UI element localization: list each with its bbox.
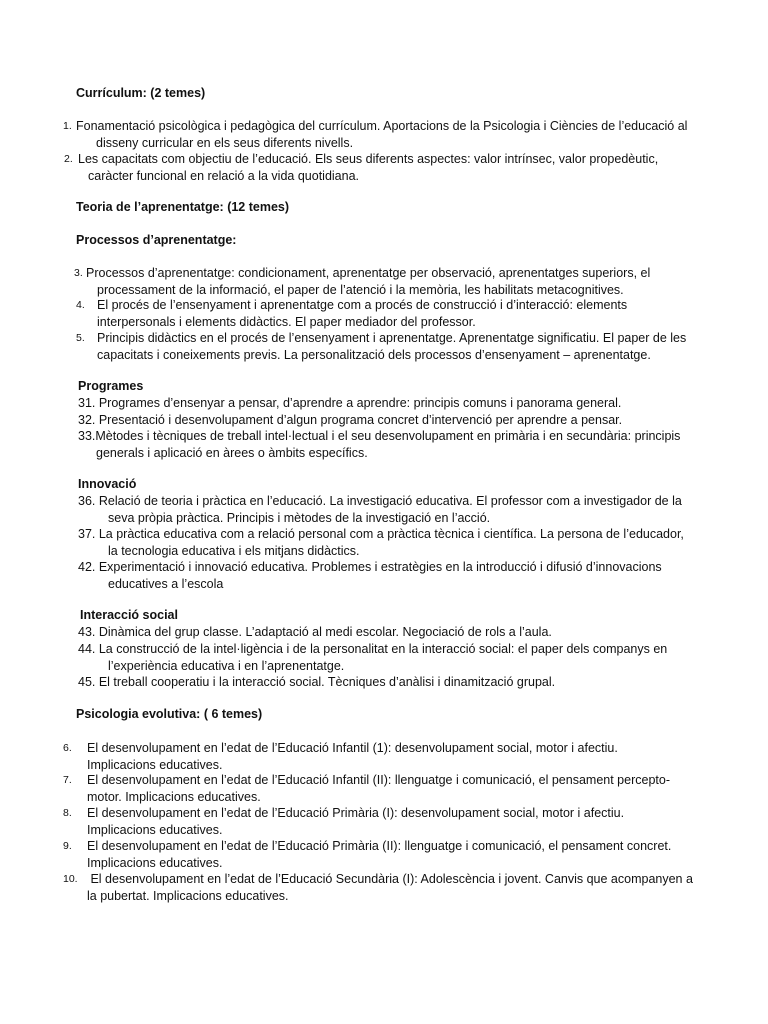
- section-heading-interaccio: Interacció social: [80, 608, 178, 622]
- item-text: 32. Presentació i desenvolupament d’algun programa concret d’intervenció per aprendre a pensar.: [78, 413, 623, 427]
- list-item: [76, 118, 687, 151]
- item-continuation: Implicacions educatives.: [87, 855, 223, 870]
- item-number: 6.: [63, 742, 72, 754]
- list-item: [78, 641, 667, 674]
- item-text: 37. La pràctica educativa com a relació personal com a pràctica tècnica i científica. La persona de l’educador,: [78, 527, 684, 541]
- list-item: [97, 330, 686, 363]
- item-text: El desenvolupament en l’edat de l’Educació Secundària (I): Adolescència i jovent. Canvis que acompanyen a: [87, 872, 693, 886]
- item-number: 5.: [76, 332, 85, 344]
- item-text: Principis didàctics en el procés de l’ensenyament i aprenentatge. Aprenentatge significatiu. El paper de les: [97, 331, 687, 345]
- list-item: [78, 559, 662, 592]
- section-heading-teoria: Teoria de l’aprenentatge: (12 temes): [76, 200, 290, 214]
- list-item: [78, 624, 552, 641]
- section-heading-innovacio: Innovació: [78, 477, 137, 491]
- item-continuation: generals i aplicació en àrees o àmbits específics.: [96, 445, 368, 460]
- item-text: 44. La construcció de la intel·ligència i de la personalitat en la interacció social: el paper dels companys en: [78, 642, 668, 656]
- item-number: 9.: [63, 840, 72, 852]
- item-text: Les capacitats com objectiu de l’educació. Els seus diferents aspectes: valor intrínsec, valor propedèutic,: [78, 152, 659, 166]
- item-text: El desenvolupament en l’edat de l’Educació Primària (I): desenvolupament social, motor i afectiu.: [87, 806, 625, 820]
- item-continuation: capacitats i coneixements previs. La personalització dels processos d’ensenyament – aprenentatge.: [97, 347, 651, 362]
- item-continuation: interpersonals i elements didàctics. El paper mediador del professor.: [97, 314, 476, 329]
- section-heading-programes: Programes: [78, 379, 144, 393]
- item-text: El desenvolupament en l’edat de l’Educació Infantil (II): llenguatge i comunicació, el pensament percepto-: [87, 773, 670, 787]
- item-text: El desenvolupament en l’edat de l’Educació Infantil (1): desenvolupament social, motor i afectiu.: [87, 741, 618, 755]
- item-continuation: processament de la informació, el paper de l’atenció i la memòria, les habilitats metacognitives.: [97, 282, 624, 297]
- item-number: 1.: [63, 120, 72, 132]
- list-item: [87, 805, 624, 838]
- list-item: [78, 412, 622, 429]
- item-text: 36. Relació de teoria i pràctica en l’educació. La investigació educativa. El professor com a investigador de la: [78, 494, 682, 508]
- item-text: 31. Programes d’ensenyar a pensar, d’aprendre a aprendre: principis comuns i panorama general.: [78, 396, 622, 410]
- list-item: [86, 265, 650, 298]
- item-number: 3.: [74, 267, 83, 279]
- list-item: [78, 395, 621, 412]
- item-text: 43. Dinàmica del grup classe. L’adaptació al medi escolar. Negociació de rols a l’aula.: [78, 625, 552, 639]
- item-text: El procés de l’ensenyament i aprenentatge com a procés de construcció i d’interacció: elements: [97, 298, 628, 312]
- item-text: Processos d’aprenentatge: condicionament, aprenentatge per observació, aprenentatges superiors, el: [86, 266, 651, 280]
- list-item: [87, 838, 671, 871]
- item-text: Fonamentació psicològica i pedagògica del currículum. Aportacions de la Psicologia i Ciències de l’educació al: [76, 119, 688, 133]
- item-continuation: la tecnologia educativa i els mitjans didàctics.: [108, 543, 360, 558]
- list-item: [78, 493, 682, 526]
- section-heading-processos: Processos d’aprenentatge:: [76, 233, 237, 247]
- item-continuation: l’experiència educativa i en l’aprenentatge.: [108, 658, 345, 673]
- item-text: 42. Experimentació i innovació educativa. Problemes i estratègies en la introducció i difusió d’innovacions: [78, 560, 662, 574]
- item-number: 2.: [64, 153, 73, 165]
- list-item: [78, 151, 658, 184]
- item-number: 10.: [63, 873, 78, 885]
- list-item: [87, 740, 618, 773]
- list-item: [78, 428, 680, 461]
- item-text: 45. El treball cooperatiu i la interacció social. Tècniques d’anàlisi i dinamització grupal.: [78, 675, 556, 689]
- list-item: [87, 871, 693, 904]
- item-continuation: caràcter funcional en relació a la vida quotidiana.: [88, 168, 360, 183]
- section-heading-psicologia: Psicologia evolutiva: ( 6 temes): [76, 707, 263, 721]
- list-item: [87, 772, 670, 805]
- item-number: 7.: [63, 774, 72, 786]
- item-continuation: Implicacions educatives.: [87, 822, 223, 837]
- item-continuation: educatives a l’escola: [108, 576, 224, 591]
- item-continuation: disseny curricular en els seus diferents nivells.: [96, 135, 354, 150]
- item-text: El desenvolupament en l’edat de l’Educació Primària (II): llenguatge i comunicació, el pensament concret.: [87, 839, 672, 853]
- item-continuation: motor. Implicacions educatives.: [87, 789, 261, 804]
- list-item: [78, 526, 684, 559]
- item-continuation: Implicacions educatives.: [87, 757, 223, 772]
- item-continuation: seva pròpia pràctica. Principis i mètodes de la investigació en l’acció.: [108, 510, 491, 525]
- section-heading-curriculum: Currículum: (2 temes): [76, 86, 206, 100]
- list-item: [97, 297, 627, 330]
- item-number: 4.: [76, 299, 85, 311]
- item-continuation: la pubertat. Implicacions educatives.: [87, 888, 289, 903]
- item-text: 33.Mètodes i tècniques de treball intel·lectual i el seu desenvolupament en primària i en secundària: principis: [78, 429, 681, 443]
- list-item: [78, 674, 555, 691]
- item-number: 8.: [63, 807, 72, 819]
